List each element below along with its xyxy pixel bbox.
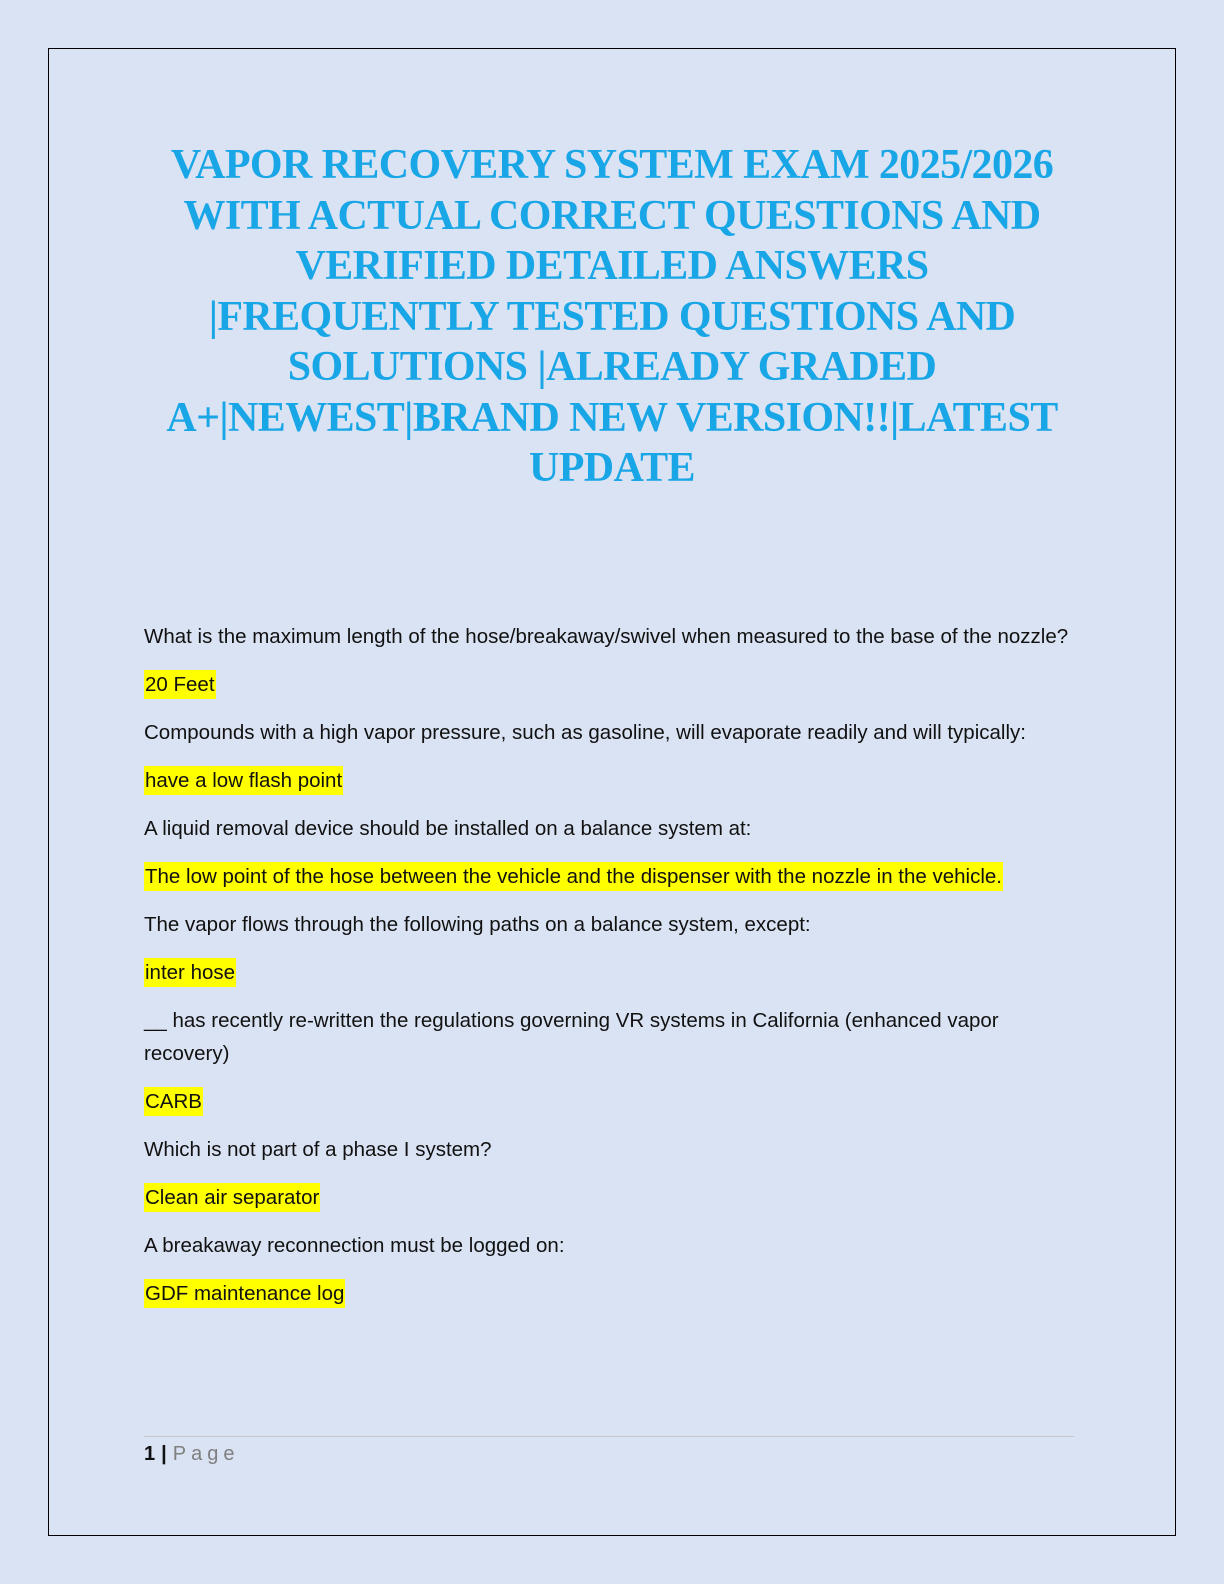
answer-highlight: inter hose [144,958,236,987]
answer-item [144,1181,1074,1214]
answer-highlight: 20 Feet [144,670,216,699]
title-line: |FREQUENTLY TESTED QUESTIONS AND [208,293,1016,340]
page-number: 1 [144,1443,156,1465]
title-line: A+|NEWEST|BRAND NEW VERSION!!|LATEST [166,394,1058,441]
answer-item [144,1277,1074,1310]
answer-item [144,668,1074,701]
answer-highlight: The low point of the hose between the vehicle and the dispenser with the nozzle in the vehicle. [144,862,1003,891]
question-text: __ has recently re-written the regulations governing VR systems in California (enhanced vapor recovery) [144,1009,999,1065]
answer-item [144,956,1074,989]
question-text: Compounds with a high vapor pressure, such as gasoline, will evaporate readily and will typically: [144,721,1026,744]
answer-highlight: GDF maintenance log [144,1279,345,1308]
title-line: WITH ACTUAL CORRECT QUESTIONS AND [183,192,1041,239]
answer-item [144,764,1074,797]
answer-highlight: CARB [144,1087,203,1116]
footer-divider [144,1436,1074,1437]
footer-separator: | [161,1443,167,1465]
document-title [120,140,1104,494]
title-line: VERIFIED DETAILED ANSWERS [295,243,929,289]
page-footer [144,1441,239,1467]
answer-highlight: Clean air separator [144,1183,320,1212]
page-label: Page [172,1443,240,1465]
question-text: A liquid removal device should be installed on a balance system at: [144,817,752,840]
question-text: A breakaway reconnection must be logged on: [144,1234,565,1257]
answer-item [144,860,1074,893]
title-line: VAPOR RECOVERY SYSTEM EXAM 2025/2026 [170,142,1054,188]
question-text: The vapor flows through the following paths on a balance system, except: [144,913,811,936]
title-line: UPDATE [529,445,695,491]
question-answer-list [144,620,1074,1325]
answer-highlight: have a low flash point [144,766,343,795]
question-text: Which is not part of a phase I system? [144,1138,492,1161]
title-line: SOLUTIONS |ALREADY GRADED [287,344,937,390]
answer-item [144,1085,1074,1118]
question-text: What is the maximum length of the hose/breakaway/swivel when measured to the base of the nozzle? [144,625,1069,648]
